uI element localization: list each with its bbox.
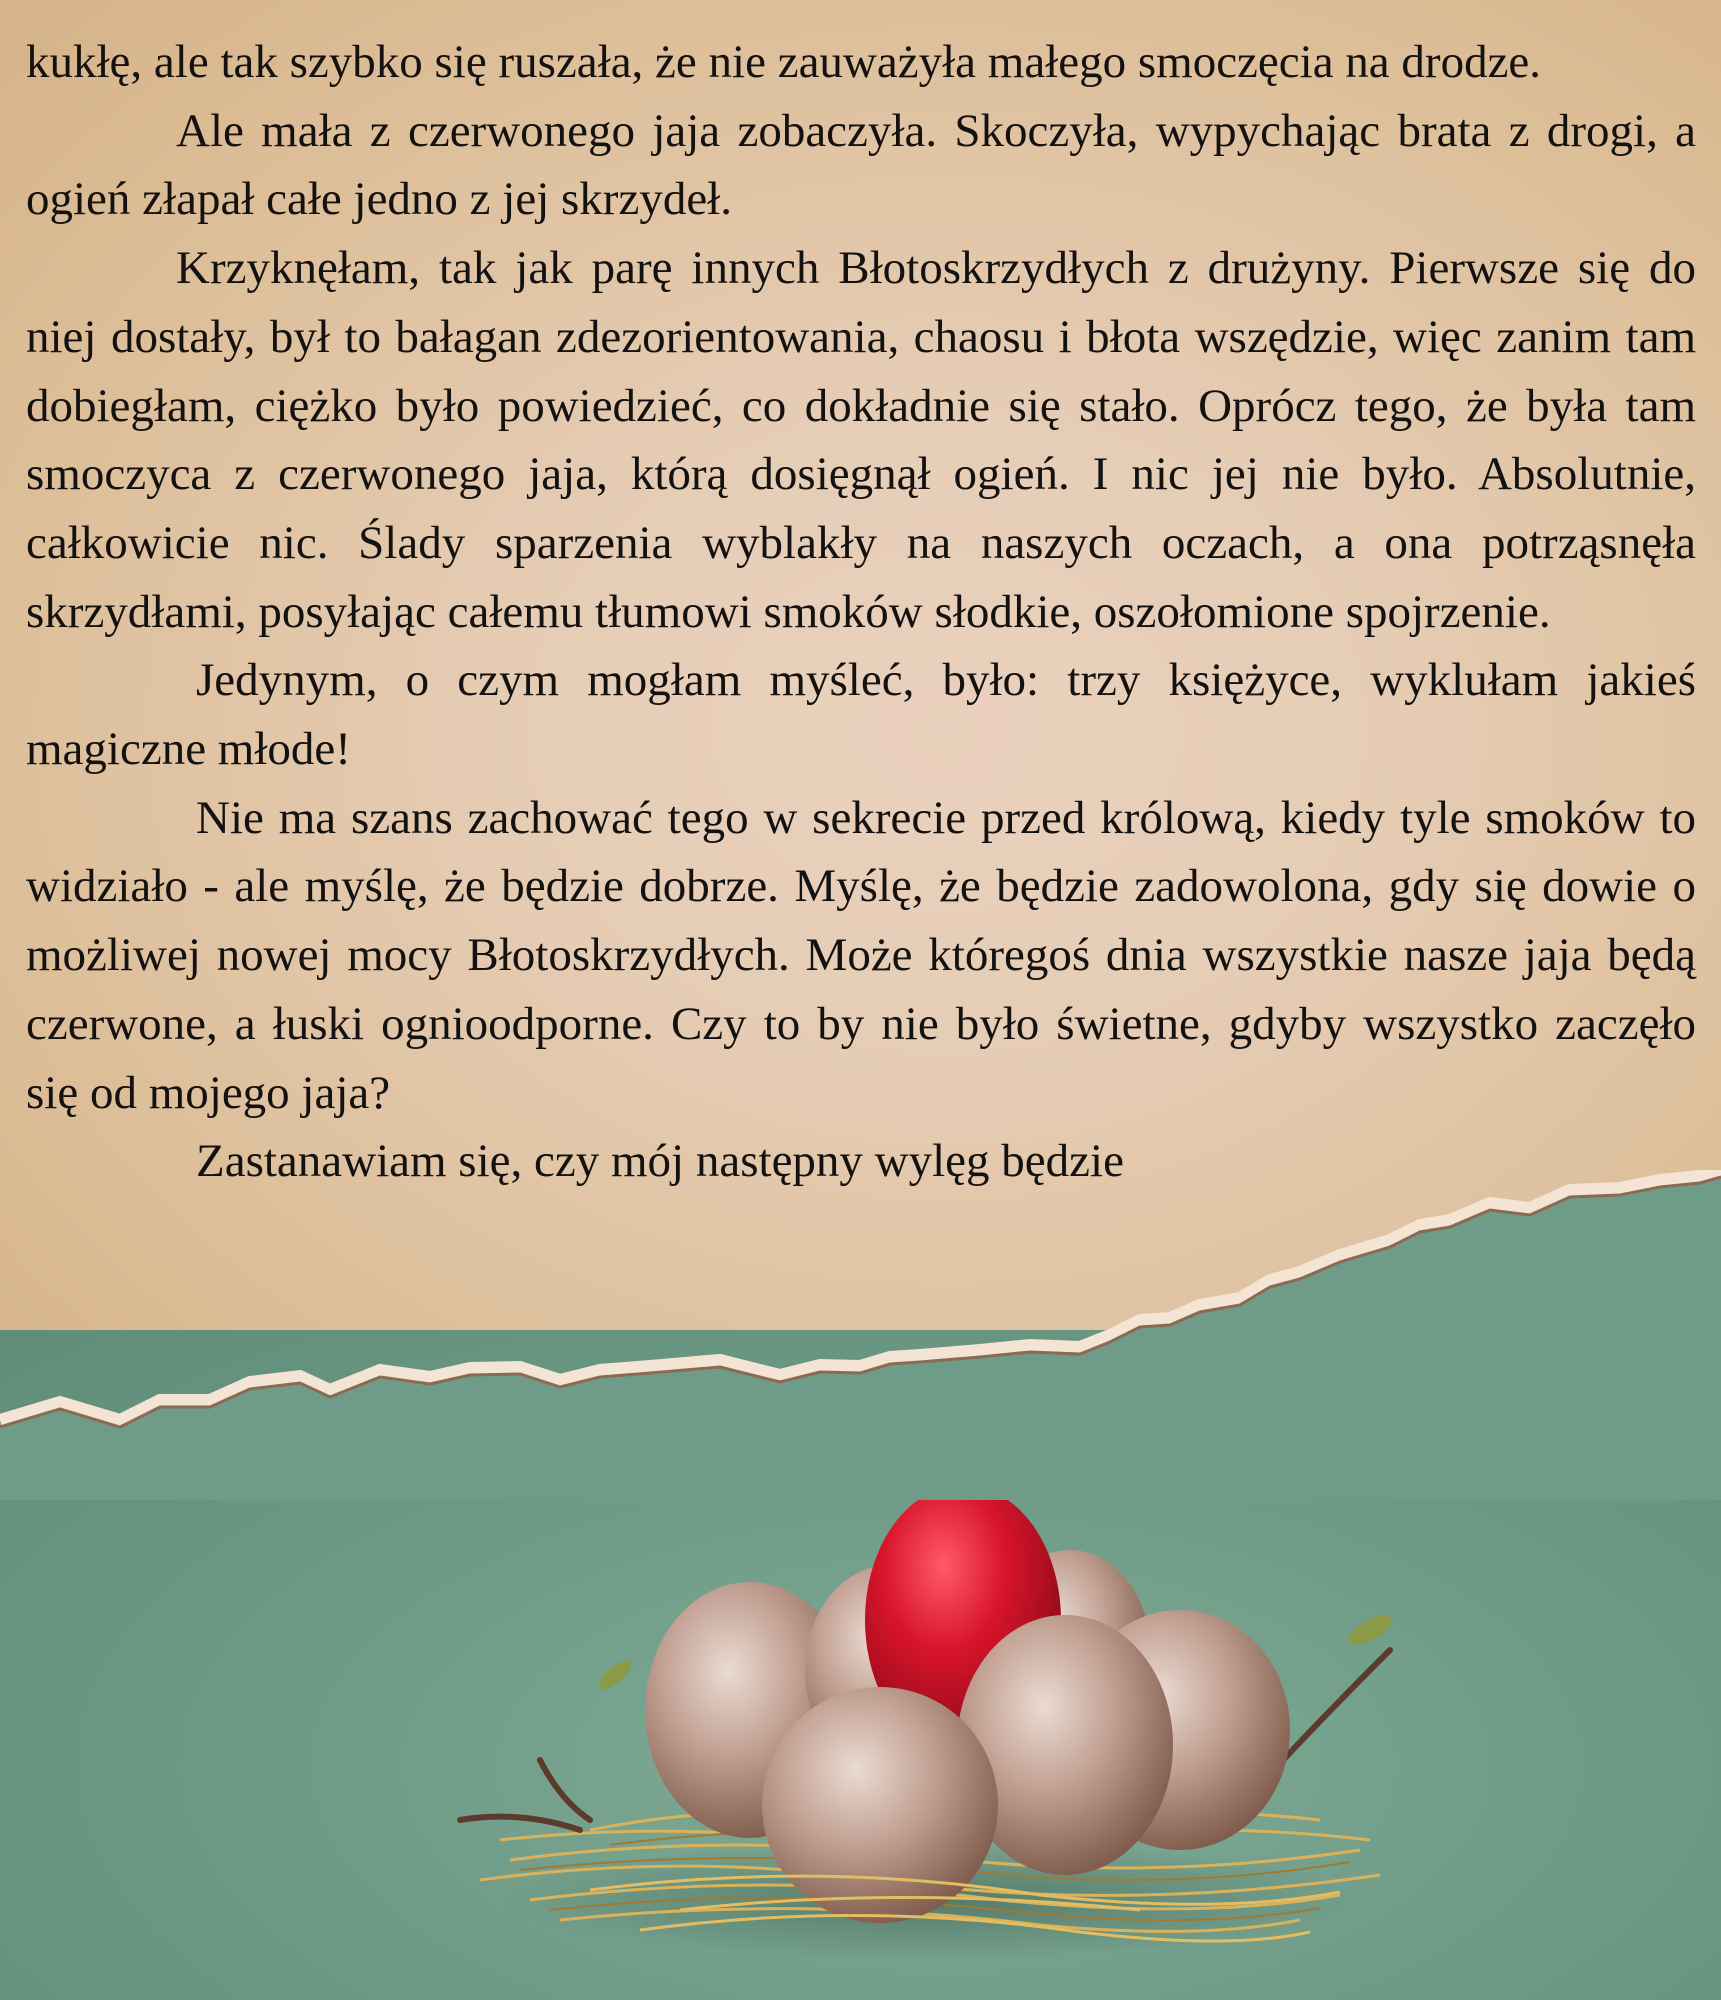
egg-nest-illustration [440, 1500, 1420, 1960]
paragraph: Krzyknęłam, tak jak parę innych Błotoskrzydłych z drużyny. Pierwsze się do niej dostały, był to bałagan zdezorientowania, chaosu i błota wszędzie, więc zanim tam dobiegłam, ciężko było powiedzieć, co dokładnie się stało. Oprócz tego, że była tam smoczyca z czerwonego jaja, którą dosięgnął ogień. I nic jej nie było. Absolutnie, całkowicie nic. Ślady sparzenia wyblakły na naszych oczach, a ona potrząsnęła skrzydłami, posyłając całemu tłumowi smoków słodkie, oszołomione spojrzenie. [26, 242, 1696, 638]
paragraph: Jedynym, o czym mogłam myśleć, było: trzy księżyce, wyklułam jakieś magiczne młode! [26, 654, 1696, 776]
paragraph: Zastanawiam się, czy mój następny wylęg będzie [196, 1135, 1124, 1188]
torn-paper-edge [0, 1170, 1721, 1500]
leaf [595, 1656, 636, 1694]
story-text [26, 28, 1696, 1196]
brown-egg [762, 1687, 998, 1923]
paragraph: kukłę, ale tak szybko się ruszała, że nie zauważyła małego smoczęcia na drodze. [26, 36, 1542, 88]
paragraph: Ale mała z czerwonego jaja zobaczyła. Skoczyła, wypychając brata z drogi, a ogień złapał całe jedno z jej skrzydeł. [26, 104, 1696, 226]
paragraph: Nie ma szans zachować tego w sekrecie przed królową, kiedy tyle smoków to widziało - ale myślę, że będzie dobrze. Myślę, że będzie zadowolona, gdy się dowie o możliwej nowej mocy Błotoskrzydłych. Może któregoś dnia wszystkie nasze jaja będą czerwone, a łuski ognioodporne. Czy to by nie było świetne, gdyby wszystko zaczęło się od mojego jaja? [26, 791, 1696, 1119]
leaf [1344, 1609, 1396, 1650]
